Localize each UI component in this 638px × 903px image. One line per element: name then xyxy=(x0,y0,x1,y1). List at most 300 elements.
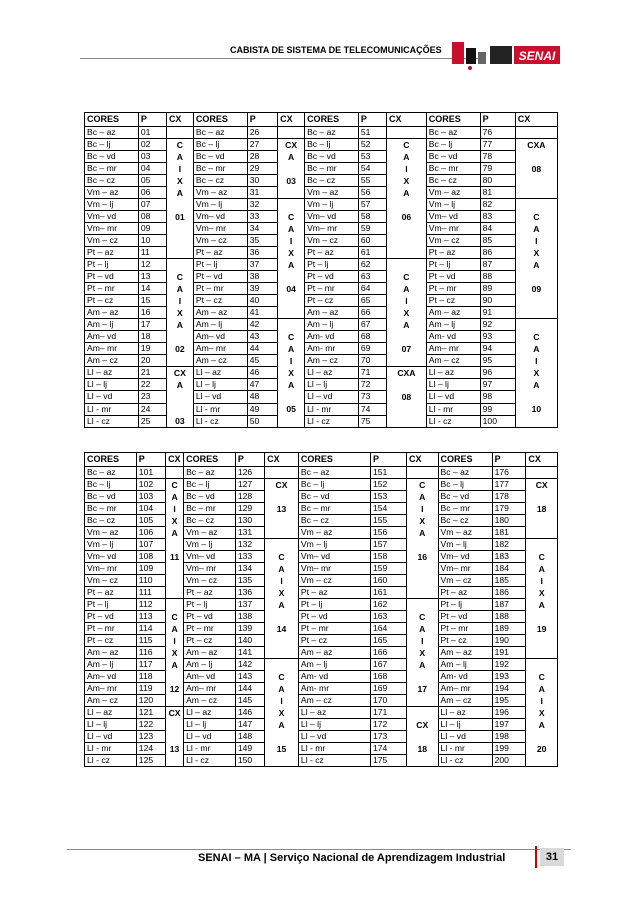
logo-text: SENAI xyxy=(518,49,556,63)
box-label-cell xyxy=(407,467,439,479)
color-pair-cell: Am – az xyxy=(426,307,480,319)
box-label-line: A xyxy=(287,260,295,270)
color-pair-cell: Am– vd xyxy=(85,331,139,343)
box-label-cell xyxy=(278,199,305,319)
pair-number-cell: 60 xyxy=(358,235,386,247)
color-pair-cell: Bc – vd xyxy=(438,491,492,503)
box-label-cell xyxy=(166,259,193,367)
color-pair-cell: Bc – cz xyxy=(85,515,137,527)
box-label-cell xyxy=(265,467,299,479)
color-pair-cell: Pt – az xyxy=(298,587,370,599)
pair-number-cell: 126 xyxy=(235,467,264,479)
pair-number-cell: 10 xyxy=(138,235,166,247)
header-title: CABISTA DE SISTEMA DE TELECOMUNICAÇÕES xyxy=(230,45,442,55)
box-label-line: 19 xyxy=(536,624,547,634)
color-pair-cell: Bc – lj xyxy=(298,479,370,491)
color-pair-cell: Am– mr xyxy=(426,343,480,355)
color-pair-cell: Vm– vd xyxy=(184,551,236,563)
table-row xyxy=(85,199,558,211)
box-label-line xyxy=(387,331,426,343)
pair-number-cell: 138 xyxy=(235,611,264,623)
box-label-line: X xyxy=(403,308,410,318)
box-label-cell xyxy=(387,127,427,139)
pair-number-cell: 195 xyxy=(492,695,526,707)
box-label-line: A xyxy=(287,224,295,234)
color-pair-cell: Am – az xyxy=(85,307,139,319)
pair-number-cell: 103 xyxy=(136,491,165,503)
box-label-line: I xyxy=(289,356,293,366)
color-pair-cell: Bc – az xyxy=(193,127,247,139)
box-label-line: C xyxy=(403,272,410,282)
table-row xyxy=(85,479,558,491)
box-label-line xyxy=(167,391,193,403)
color-pair-cell: Pt – az xyxy=(438,587,492,599)
color-pair-cell: Bc – cz xyxy=(193,175,247,187)
box-label-line xyxy=(516,319,557,331)
table-row xyxy=(85,695,558,707)
color-pair-cell: Pt – lj xyxy=(438,599,492,611)
color-pair-cell: Ll - cz xyxy=(85,415,139,427)
page-header xyxy=(80,40,558,62)
pair-number-cell: 29 xyxy=(247,163,277,175)
pair-number-cell: 176 xyxy=(492,467,526,479)
pair-number-cell: 137 xyxy=(235,599,264,611)
pair-number-cell: 192 xyxy=(492,659,526,671)
color-pair-cell: Pt – lj xyxy=(184,599,236,611)
box-label-line xyxy=(166,539,183,551)
table-row xyxy=(85,491,558,503)
pair-number-cell: 89 xyxy=(480,283,515,295)
color-pair-cell: Am – lj xyxy=(85,659,137,671)
color-pair-cell: Ll - cz xyxy=(426,415,480,427)
color-pair-cell: Ll – az xyxy=(193,367,247,379)
pair-number-cell: 107 xyxy=(136,539,165,551)
box-label-line: C xyxy=(176,272,183,282)
color-pair-cell: Vm– mr xyxy=(438,563,492,575)
column-header: CX xyxy=(278,113,305,127)
color-pair-cell: Am– vd xyxy=(193,331,247,343)
pair-number-cell: 158 xyxy=(370,551,406,563)
color-pair-cell: Pt – cz xyxy=(305,295,359,307)
color-pair-cell: Ll - cz xyxy=(184,755,236,767)
box-label-line: I xyxy=(173,504,176,514)
box-label-line xyxy=(278,199,304,211)
box-label-line xyxy=(407,731,438,743)
box-label-line: A xyxy=(171,492,178,502)
color-pair-cell: Pt – mr xyxy=(426,283,480,295)
color-pair-cell: Pt – az xyxy=(193,247,247,259)
color-pair-cell: Ll – lj xyxy=(298,719,370,731)
color-pair-cell: Ll – az xyxy=(426,367,480,379)
pair-number-cell: 49 xyxy=(247,403,277,415)
pair-number-cell: 149 xyxy=(235,743,264,755)
color-pair-cell: Bc – az xyxy=(184,467,236,479)
pair-number-cell: 82 xyxy=(480,199,515,211)
pair-number-cell: 174 xyxy=(370,743,406,755)
pair-number-cell: 91 xyxy=(480,307,515,319)
box-label-line: 07 xyxy=(401,344,412,354)
box-label-line: C xyxy=(538,552,545,562)
box-label-cell xyxy=(526,659,558,767)
pair-number-cell: 164 xyxy=(370,623,406,635)
pair-number-cell: 67 xyxy=(358,319,386,331)
box-label-line xyxy=(407,539,438,551)
pair-number-cell: 169 xyxy=(370,683,406,695)
column-header: P xyxy=(358,113,386,127)
pair-number-cell: 151 xyxy=(370,467,406,479)
pair-number-cell: 178 xyxy=(492,491,526,503)
box-label-line xyxy=(166,719,183,731)
pair-number-cell: 08 xyxy=(138,211,166,223)
color-pair-cell: Vm – az xyxy=(184,527,236,539)
color-pair-cell: Vm– mr xyxy=(193,223,247,235)
table-row xyxy=(85,295,558,307)
box-label-line: C xyxy=(533,212,540,222)
box-label-line: A xyxy=(403,188,410,198)
box-label-cell xyxy=(265,659,299,767)
table-row xyxy=(85,175,558,187)
color-pair-cell: Pt – vd xyxy=(438,611,492,623)
box-label-line: X xyxy=(171,516,178,526)
box-label-line xyxy=(387,259,426,271)
box-label-line: 15 xyxy=(276,744,287,754)
pair-number-cell: 44 xyxy=(247,343,277,355)
color-pair-cell: Pt – lj xyxy=(298,599,370,611)
color-pair-cell: Am – cz xyxy=(193,355,247,367)
pair-number-cell: 140 xyxy=(235,635,264,647)
pair-number-cell: 156 xyxy=(370,527,406,539)
box-label-line: C xyxy=(287,212,295,222)
color-pair-cell: Pt – az xyxy=(184,587,236,599)
box-label-cell xyxy=(166,479,184,599)
table-row xyxy=(85,611,558,623)
color-pair-cell: Vm – cz xyxy=(426,235,480,247)
table-row xyxy=(85,683,558,695)
color-pair-cell: Ll – vd xyxy=(85,731,137,743)
box-label-line: X xyxy=(419,516,426,526)
box-label-line xyxy=(166,599,183,611)
color-pair-cell: Ll - mr xyxy=(426,403,480,415)
pair-number-cell: 162 xyxy=(370,599,406,611)
table-row xyxy=(85,391,558,403)
color-pair-cell: Am– mr xyxy=(438,683,492,695)
box-label-line: X xyxy=(177,308,183,318)
box-label-line: A xyxy=(176,152,183,162)
box-label-cell xyxy=(526,467,558,479)
table-row xyxy=(85,379,558,391)
table-row xyxy=(85,755,558,767)
pair-number-cell: 83 xyxy=(480,211,515,223)
color-pair-cell: Ll – lj xyxy=(305,379,359,391)
box-label-line xyxy=(265,491,298,503)
table-row xyxy=(85,211,558,223)
color-pair-cell: Vm – cz xyxy=(305,235,359,247)
footer-rule xyxy=(67,849,571,850)
box-label-line: I xyxy=(421,504,424,514)
color-pair-cell: Vm – az xyxy=(305,187,359,199)
pair-number-cell: 25 xyxy=(138,415,166,427)
color-pair-cell: Pt – cz xyxy=(193,295,247,307)
box-label-line: 05 xyxy=(286,404,296,414)
color-pair-cell: Pt – cz xyxy=(298,635,370,647)
box-label-line xyxy=(265,731,298,743)
color-pair-cell: Bc – vd xyxy=(193,151,247,163)
color-pair-cell: Pt – az xyxy=(305,247,359,259)
box-label-line: A xyxy=(176,320,183,330)
table-row xyxy=(85,235,558,247)
color-pair-cell: Bc – lj xyxy=(85,479,137,491)
color-pair-cell: Vm – cz xyxy=(193,235,247,247)
box-label-line: A xyxy=(278,720,285,730)
pair-number-cell: 02 xyxy=(138,139,166,151)
color-pair-cell: Ll – lj xyxy=(193,379,247,391)
box-label-line: A xyxy=(403,152,410,162)
table-row xyxy=(85,283,558,295)
pair-number-cell: 26 xyxy=(247,127,277,139)
box-label-line xyxy=(278,163,304,175)
pair-number-cell: 177 xyxy=(492,479,526,491)
pair-number-cell: 168 xyxy=(370,671,406,683)
pair-number-cell: 96 xyxy=(480,367,515,379)
pair-number-cell: 70 xyxy=(358,355,386,367)
pair-number-cell: 172 xyxy=(370,719,406,731)
pair-number-cell: 31 xyxy=(247,187,277,199)
color-pair-cell: Am- vd xyxy=(438,671,492,683)
pair-number-cell: 166 xyxy=(370,647,406,659)
pair-number-cell: 106 xyxy=(136,527,165,539)
box-label-line: CX xyxy=(535,480,548,490)
color-pair-cell: Vm – lj xyxy=(184,539,236,551)
pair-number-cell: 133 xyxy=(235,551,264,563)
color-pair-cell: Bc – lj xyxy=(193,139,247,151)
box-label-line: I xyxy=(280,576,283,586)
box-label-line xyxy=(166,671,183,683)
color-pair-cell: Am – cz xyxy=(438,695,492,707)
box-label-line: A xyxy=(538,600,545,610)
color-pair-cell: Am – cz xyxy=(426,355,480,367)
pair-number-cell: 87 xyxy=(480,259,515,271)
pair-number-cell: 53 xyxy=(358,151,386,163)
box-label-line: C xyxy=(533,332,540,342)
pair-number-cell: 68 xyxy=(358,331,386,343)
table-row xyxy=(85,307,558,319)
logo-emblem-icon xyxy=(490,46,512,64)
box-label-line: CX xyxy=(168,708,181,718)
color-pair-cell: Vm – lj xyxy=(193,199,247,211)
box-label-line: 08 xyxy=(531,164,542,174)
color-pair-cell: Pt – vd xyxy=(85,611,137,623)
pair-number-cell: 40 xyxy=(247,295,277,307)
table-row xyxy=(85,355,558,367)
box-label-line: A xyxy=(403,284,410,294)
box-label-line: A xyxy=(278,684,285,694)
column-header: CX xyxy=(265,453,299,467)
box-label-cell xyxy=(166,127,193,139)
color-pair-cell: Vm– mr xyxy=(298,563,370,575)
box-label-cell xyxy=(278,127,305,139)
box-label-line: X xyxy=(288,368,294,378)
senai-logo xyxy=(452,40,562,72)
footer-text: SENAI – MA | Serviço Nacional de Aprendizagem Industrial xyxy=(198,852,506,864)
color-pair-cell: Vm– vd xyxy=(305,211,359,223)
pair-number-cell: 95 xyxy=(480,355,515,367)
table-row xyxy=(85,515,558,527)
color-pair-cell: Bc – cz xyxy=(298,515,370,527)
color-pair-cell: Vm– vd xyxy=(85,551,137,563)
column-header: CX xyxy=(407,453,439,467)
column-header: CORES xyxy=(298,453,370,467)
pair-number-cell: 165 xyxy=(370,635,406,647)
box-label-line: A xyxy=(171,528,178,538)
box-label-line: CXA xyxy=(527,140,546,150)
pair-number-cell: 16 xyxy=(138,307,166,319)
box-label-line: 09 xyxy=(531,284,542,294)
pair-number-cell: 12 xyxy=(138,259,166,271)
pair-number-cell: 125 xyxy=(136,755,165,767)
pair-number-cell: 119 xyxy=(136,683,165,695)
pair-number-cell: 115 xyxy=(136,635,165,647)
pair-number-cell: 62 xyxy=(358,259,386,271)
color-pair-cell: Am – lj xyxy=(298,659,370,671)
pair-number-cell: 15 xyxy=(138,295,166,307)
color-pair-cell: Vm – az xyxy=(298,527,370,539)
pair-number-cell: 182 xyxy=(492,539,526,551)
color-pair-cell: Am – az xyxy=(85,647,137,659)
box-label-cell xyxy=(166,599,184,707)
color-pair-cell: Pt – lj xyxy=(426,259,480,271)
color-pair-cell: Vm – cz xyxy=(184,575,236,587)
pair-number-cell: 34 xyxy=(247,223,277,235)
table-row xyxy=(85,271,558,283)
box-label-line: C xyxy=(176,140,183,150)
box-label-line: I xyxy=(173,636,176,646)
pair-number-cell: 118 xyxy=(136,671,165,683)
pair-number-cell: 170 xyxy=(370,695,406,707)
pair-number-cell: 50 xyxy=(247,415,277,427)
box-label-line: 20 xyxy=(536,744,547,754)
color-pair-cell: Pt – vd xyxy=(85,271,139,283)
color-pair-cell: Vm – lj xyxy=(298,539,370,551)
color-pair-cell: Bc – vd xyxy=(85,151,139,163)
pair-number-cell: 142 xyxy=(235,659,264,671)
table-row xyxy=(85,707,558,719)
box-label-line: A xyxy=(533,224,540,234)
pair-number-cell: 173 xyxy=(370,731,406,743)
table-header-row xyxy=(85,453,558,467)
box-label-line: X xyxy=(177,176,183,186)
pair-number-cell: 71 xyxy=(358,367,386,379)
pair-number-cell: 127 xyxy=(235,479,264,491)
pair-number-cell: 27 xyxy=(247,139,277,151)
column-header: CX xyxy=(166,453,184,467)
color-pair-cell: Ll - cz xyxy=(305,415,359,427)
pair-number-cell: 23 xyxy=(138,391,166,403)
pair-number-cell: 39 xyxy=(247,283,277,295)
color-pair-cell: Vm– mr xyxy=(426,223,480,235)
color-pair-cell: Vm – lj xyxy=(305,199,359,211)
color-pair-cell: Am – lj xyxy=(438,659,492,671)
column-header: CORES xyxy=(426,113,480,127)
box-label-cell xyxy=(166,139,193,259)
pair-number-cell: 135 xyxy=(235,575,264,587)
pair-number-cell: 105 xyxy=(136,515,165,527)
pair-number-cell: 65 xyxy=(358,295,386,307)
color-pair-cell: Ll - cz xyxy=(85,755,137,767)
box-label-line xyxy=(265,611,298,623)
box-label-line: I xyxy=(535,356,538,366)
pair-number-cell: 63 xyxy=(358,271,386,283)
color-pair-cell: Vm– vd xyxy=(438,551,492,563)
pair-number-cell: 160 xyxy=(370,575,406,587)
box-label-line xyxy=(526,539,557,551)
box-label-line: X xyxy=(538,588,545,598)
pair-number-cell: 76 xyxy=(480,127,515,139)
box-label-line: A xyxy=(278,564,285,574)
box-label-line: I xyxy=(540,696,543,706)
box-label-line: X xyxy=(533,368,540,378)
box-label-line: C xyxy=(171,480,178,490)
box-label-line: A xyxy=(538,684,545,694)
color-pair-cell: Am– mr xyxy=(85,683,137,695)
color-pair-cell: Vm – az xyxy=(85,187,139,199)
pair-number-cell: 116 xyxy=(136,647,165,659)
pair-number-cell: 180 xyxy=(492,515,526,527)
color-pair-cell: Ll – az xyxy=(438,707,492,719)
box-label-line: I xyxy=(535,236,538,246)
color-pair-cell: Am – lj xyxy=(193,319,247,331)
pair-number-cell: 132 xyxy=(235,539,264,551)
pair-number-cell: 36 xyxy=(247,247,277,259)
pair-number-cell: 97 xyxy=(480,379,515,391)
box-label-line xyxy=(516,199,557,211)
color-pair-cell: Bc – az xyxy=(298,467,370,479)
pair-number-cell: 06 xyxy=(138,187,166,199)
pair-number-cell: 108 xyxy=(136,551,165,563)
color-pair-cell: Am – az xyxy=(193,307,247,319)
box-label-line: CX xyxy=(416,720,429,730)
box-label-line: 16 xyxy=(417,552,428,562)
pair-number-cell: 194 xyxy=(492,683,526,695)
pair-number-cell: 111 xyxy=(136,587,165,599)
box-label-line: A xyxy=(538,564,545,574)
column-header: P xyxy=(235,453,264,467)
header-rule xyxy=(80,58,480,59)
pair-number-cell: 56 xyxy=(358,187,386,199)
pair-number-cell: 129 xyxy=(235,503,264,515)
color-pair-cell: Bc – az xyxy=(438,467,492,479)
table-row xyxy=(85,403,558,415)
pair-number-cell: 18 xyxy=(138,331,166,343)
pair-number-cell: 130 xyxy=(235,515,264,527)
color-pair-cell: Ll – az xyxy=(85,707,137,719)
color-pair-cell: Pt – cz xyxy=(85,295,139,307)
pair-number-cell: 43 xyxy=(247,331,277,343)
pair-number-cell: 11 xyxy=(138,247,166,259)
color-pair-cell: Vm – lj xyxy=(426,199,480,211)
color-pair-cell: Bc – lj xyxy=(305,139,359,151)
box-label-line: 12 xyxy=(169,684,180,694)
box-label-line xyxy=(387,199,426,211)
pair-number-cell: 55 xyxy=(358,175,386,187)
pair-number-cell: 114 xyxy=(136,623,165,635)
pair-number-cell: 74 xyxy=(358,403,386,415)
logo-dark-block-icon xyxy=(466,48,476,64)
color-pair-cell: Vm – cz xyxy=(85,575,137,587)
color-pair-cell: Pt – mr xyxy=(85,623,137,635)
pair-number-cell: 145 xyxy=(235,695,264,707)
color-pair-cell: Am- mr xyxy=(298,683,370,695)
color-pair-cell: Ll – az xyxy=(298,707,370,719)
